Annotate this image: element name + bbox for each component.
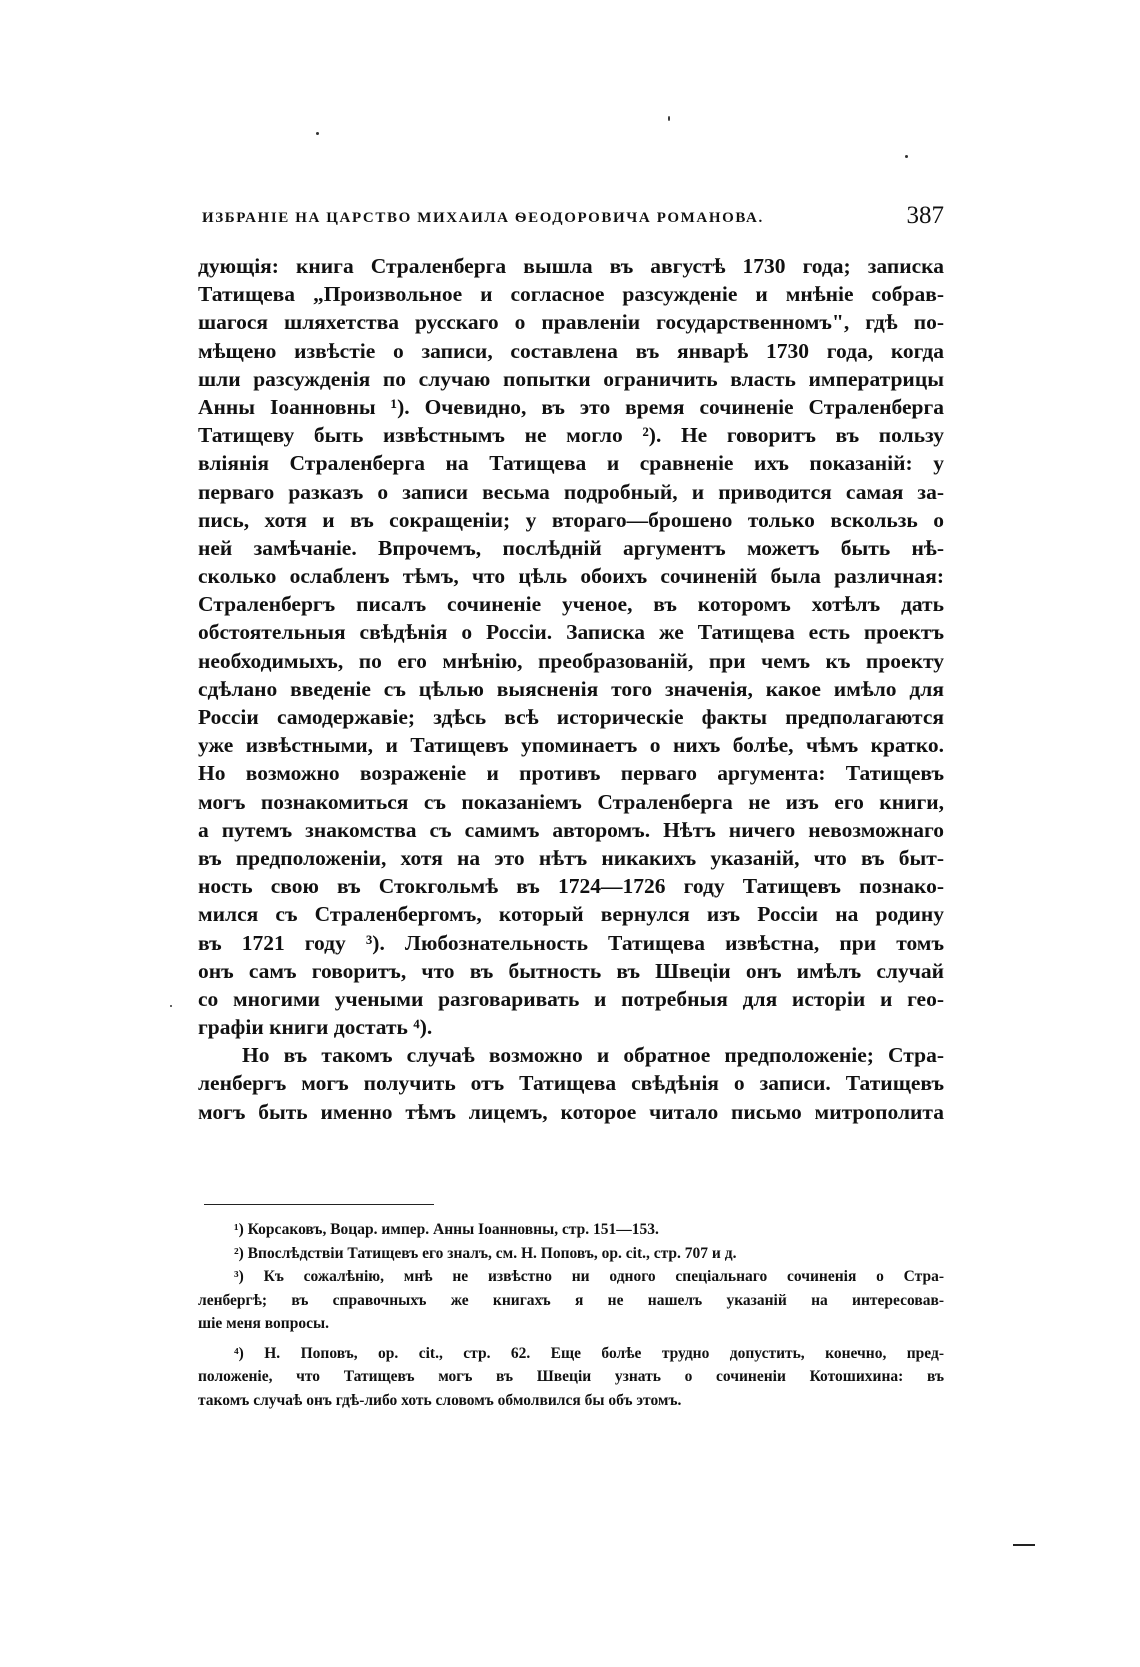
text-line: перваго разказъ о записи весьма подробный, и приводится самая за- [198,479,944,504]
text-line: ней замѣчаніе. Впрочемъ, послѣдній аргументъ можетъ быть нѣ- [198,535,944,560]
footnote-4-continuation: такомъ случаѣ онъ гдѣ-либо хоть словомъ обмолвился бы объ этомъ. [198,1391,682,1409]
print-speck [316,132,319,135]
paragraph-start-line: Но въ такомъ случаѣ возможно и обратное предположеніе; Стра- [242,1043,944,1068]
print-speck [905,155,908,158]
text-line: мѣщено извѣстіе о записи, составлена въ январѣ 1730 года, когда [198,338,944,363]
text-line: а путемъ знакомства съ самимъ авторомъ. Нѣтъ ничего невозможнаго [198,817,944,842]
text-line: шли разсужденія по случаю попытки ограничить власть императрицы [198,366,944,391]
running-title: ИЗБРАНІЕ НА ЦАРСТВО МИХАИЛА ѲЕОДОРОВИЧА РОМАНОВА. [202,210,764,226]
text-line: Татищеву быть извѣстнымъ не могло ²). Не говоритъ въ пользу [198,423,944,448]
margin-dash-mark [1013,1544,1035,1546]
text-line: уже извѣстными, и Татищевъ упоминаетъ о нихъ болѣе, чѣмъ кратко. [198,733,944,758]
text-line: Анны Іоанновны ¹). Очевидно, въ это время сочиненіе Страленберга [198,394,944,419]
footnote-2: ²) Впослѣдствіи Татищевъ его зналъ, см. Н. Поповъ, op. cit., стр. 707 и д. [234,1244,737,1262]
footnote-3: ³) Къ сожалѣнію, мнѣ не извѣстно ни одного спеціальнаго сочиненія о Стра- [234,1268,944,1285]
footnote-4-continuation: положеніе, что Татищевъ могъ въ Швеціи узнать о сочиненіи Котошихина: въ [198,1368,944,1385]
main-text [198,252,944,1126]
text-line: шагося шляхетства русскаго о правленіи государственномъ", гдѣ по- [198,310,944,335]
text-line: сколько ослабленъ тѣмъ, что цѣль обоихъ сочиненій была различная: [198,564,944,589]
footnote-3-continuation: ленбергѣ; въ справочныхъ же книгахъ я не нашелъ указаній на интересовав- [198,1291,944,1309]
text-line: въ 1721 году ³). Любознательность Татищева извѣстна, при томъ [198,930,944,955]
footnote-1: ¹) Корсаковъ, Воцар. импер. Анны Іоанновны, стр. 151—153. [234,1221,659,1238]
text-line: необходимыхъ, по его мнѣнію, преобразованій, при чемъ къ проекту [198,648,944,673]
text-line: пись, хотя и въ сокращеніи; у втораго—брошено только вскользь о [198,507,944,532]
text-line: могъ быть именно тѣмъ лицемъ, которое читало письмо митрополита [198,1099,944,1124]
text-line: Страленбергъ писалъ сочиненіе ученое, въ которомъ хотѣлъ дать [198,592,944,617]
footnote-divider [204,1204,434,1205]
running-head [196,202,944,236]
text-line: могъ познакомиться съ показаніемъ Страленберга не изъ его книги, [198,789,944,814]
footnote-3-continuation: шіе меня вопросы. [198,1315,329,1332]
text-line: со многими учеными разговаривать и потребныя для исторіи и гео- [198,986,944,1011]
text-line: мился съ Страленбергомъ, который вернулся изъ Россіи на родину [198,902,944,927]
text-line: вліянія Страленберга на Татищева и сравненіе ихъ показаній: у [198,451,944,476]
page-number: 387 [906,202,944,229]
text-line: ность свою въ Стокгольмѣ въ 1724—1726 году Татищевъ познако- [198,874,944,899]
text-line: Но возможно возраженіе и противъ перваго аргумента: Татищевъ [198,761,944,786]
text-line: ленбергъ могъ получить отъ Татищева свѣдѣнія о записи. Татищевъ [198,1071,944,1096]
text-line: Россіи самодержавіе; здѣсь всѣ историческіе факты предполагаются [198,705,944,729]
print-speck [170,1005,172,1007]
text-line: обстоятельныя свѣдѣнія о Россіи. Записка же Татищева есть проектъ [198,620,944,645]
text-line: Татищева „Произвольное и согласное разсужденіе и мнѣніе собрав- [198,282,944,307]
print-speck [668,116,670,121]
paragraph-end-line: графіи книги достать ⁴). [198,1015,433,1040]
footnote-4: ⁴) Н. Поповъ, op. cit., стр. 62. Еще болѣе трудно допустить, конечно, пред- [234,1344,944,1362]
footnotes [198,1218,944,1412]
text-line: дующія: книга Страленберга вышла въ августѣ 1730 года; записка [198,254,944,278]
text-line: сдѣлано введеніе съ цѣлью выясненія того значенія, какое имѣло для [198,676,944,701]
text-line: въ предположеніи, хотя на это нѣтъ никакихъ указаній, что въ быт- [198,845,944,870]
text-line: онъ самъ говоритъ, что въ бытность въ Швеціи онъ имѣлъ случай [198,958,944,983]
